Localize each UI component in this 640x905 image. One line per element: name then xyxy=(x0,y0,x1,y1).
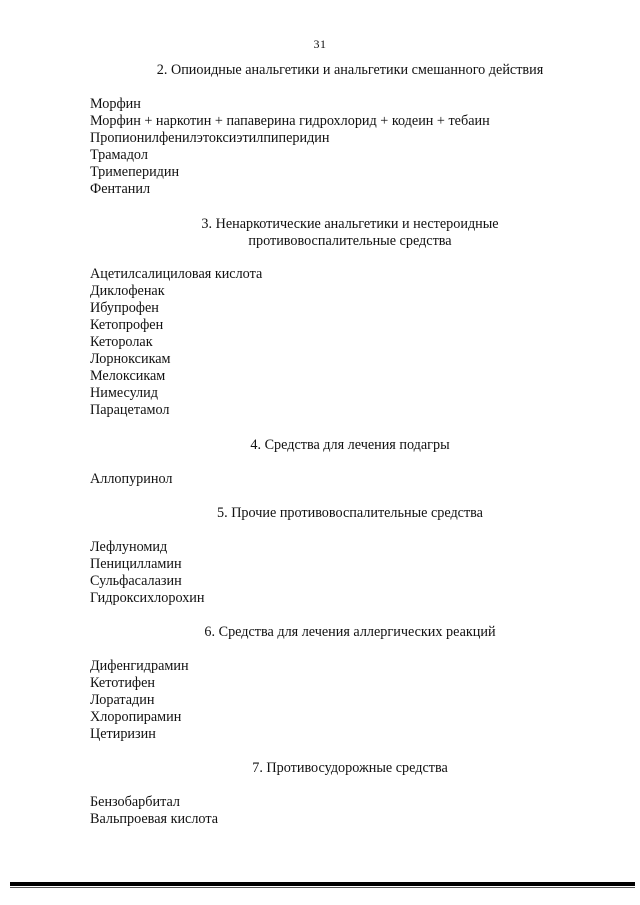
list-item: Фентанил xyxy=(90,181,151,197)
section-heading-2: 2. Опиоидные анальгетики и анальгетики смешанного действия xyxy=(156,62,544,78)
list-item: Кеторолак xyxy=(90,334,153,350)
list-item: Лоратадин xyxy=(90,692,155,708)
list-item: Бензобарбитал xyxy=(90,794,180,810)
list-item: Хлоропирамин xyxy=(90,709,182,725)
list-item: Морфин xyxy=(90,96,141,112)
list-item: Мелоксикам xyxy=(90,368,166,384)
list-item: Гидроксихлорохин xyxy=(90,590,205,606)
list-item: Вальпроевая кислота xyxy=(90,811,219,827)
page-number: 31 xyxy=(313,37,327,51)
list-item: Сульфасалазин xyxy=(90,573,182,589)
list-item: Пеницилламин xyxy=(90,556,182,572)
section-heading-6: 6. Средства для лечения аллергических реакций xyxy=(204,624,496,640)
list-item: Тримеперидин xyxy=(90,164,180,180)
list-item: Кетопрофен xyxy=(90,317,164,333)
list-item: Кетотифен xyxy=(90,675,156,691)
list-item: Лорноксикам xyxy=(90,351,171,367)
section-heading-7: 7. Противосудорожные средства xyxy=(252,760,448,776)
bottom-rule xyxy=(10,882,635,886)
bottom-rule-thin xyxy=(10,887,635,888)
list-item: Аллопуринол xyxy=(90,471,173,487)
section-heading-3-line1: 3. Ненаркотические анальгетики и нестероидные xyxy=(201,216,499,232)
list-item: Диклофенак xyxy=(90,283,165,299)
list-item: Парацетамол xyxy=(90,402,170,418)
list-item: Дифенгидрамин xyxy=(90,658,189,674)
list-item: Морфин + наркотин + папаверина гидрохлорид + кодеин + тебаин xyxy=(90,113,490,129)
section-heading-5: 5. Прочие противовоспалительные средства xyxy=(217,505,483,521)
list-item: Нимесулид xyxy=(90,385,158,401)
list-item: Лефлуномид xyxy=(90,539,168,555)
list-item: Трамадол xyxy=(90,147,148,163)
section-heading-4: 4. Средства для лечения подагры xyxy=(250,437,450,453)
list-item: Ибупрофен xyxy=(90,300,159,316)
list-item: Цетиризин xyxy=(90,726,156,742)
section-heading-3-line2: противовоспалительные средства xyxy=(248,233,452,249)
list-item: Ацетилсалициловая кислота xyxy=(90,266,263,282)
list-item: Пропионилфенилэтоксиэтилпиперидин xyxy=(90,130,330,146)
